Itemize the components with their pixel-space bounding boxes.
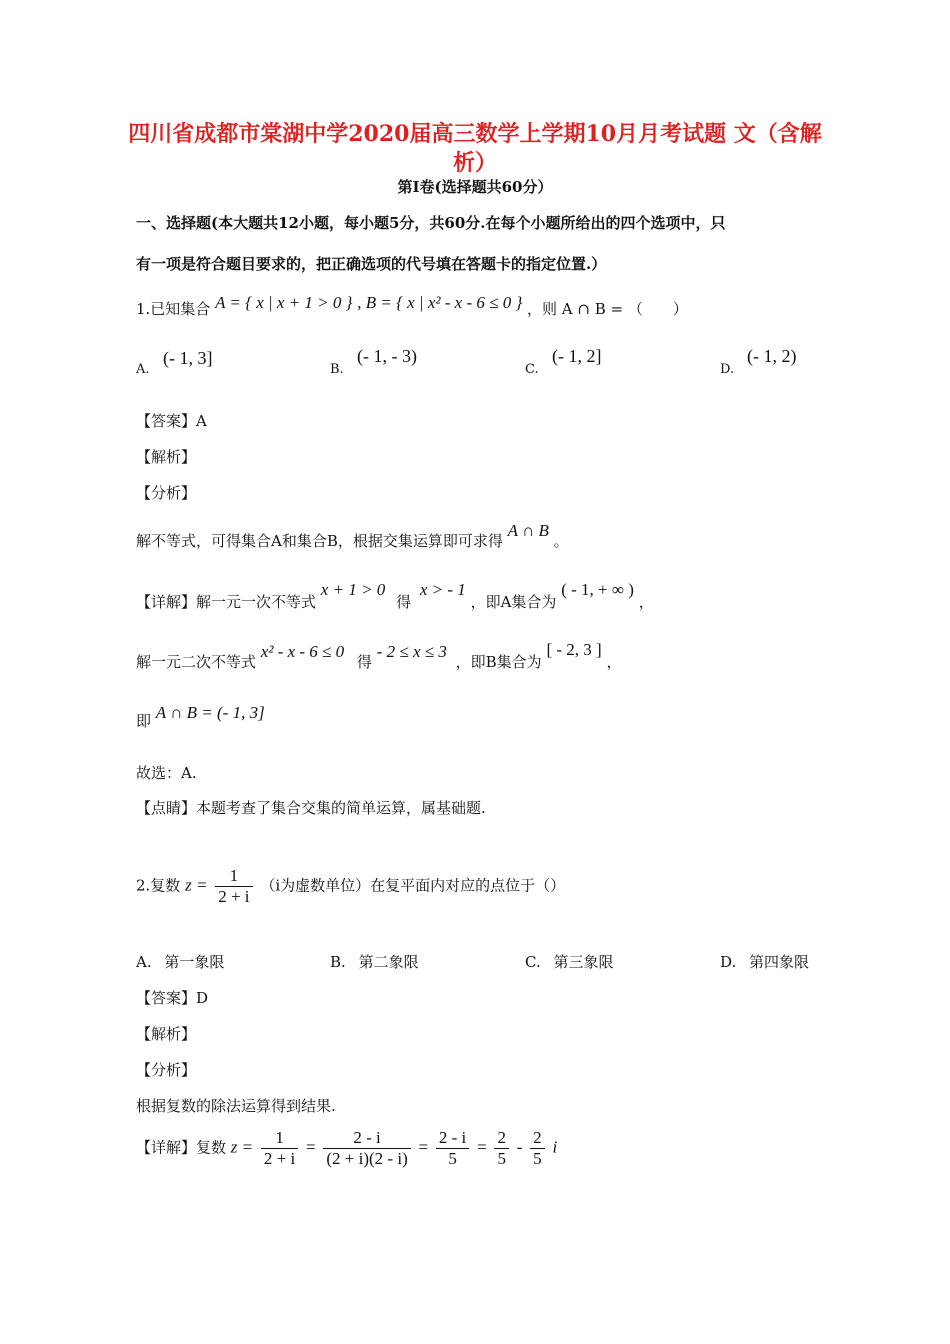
q2-jiexi: 【解析】	[136, 1025, 197, 1043]
q1-analysis	[136, 521, 569, 551]
q2-fraction	[215, 866, 252, 907]
q1-detail2-math-3: [ - 2, 3 ]	[546, 640, 602, 659]
q2-eq-1: =	[306, 1137, 316, 1157]
q2-eq-3: =	[477, 1137, 487, 1157]
q1-guxuan: 故选：A.	[136, 764, 197, 782]
q2-option-b	[330, 951, 419, 972]
instructions-line-1: 一、选择题(本大题共12小题，每小题5分，共60分.在每个小题所给出的四个选项中，只	[136, 214, 726, 232]
q2-option-a	[136, 951, 224, 972]
q1-set-b: , B = { x | x² - x - 6 ≤ 0 }	[357, 293, 523, 312]
q1-detail2-label: 解一元二次不等式	[136, 653, 257, 671]
q2-option-b-label: B.	[330, 953, 346, 971]
q2-detail	[136, 1128, 557, 1169]
q1-option-d-value: (- 1, 2)	[747, 346, 797, 366]
q1-detail2-math-1: x² - x - 6 ≤ 0	[260, 642, 345, 661]
q2-i: i	[552, 1137, 558, 1157]
q1-detail-math-1: x + 1 > 0	[320, 580, 386, 599]
q2-z-eq: z =	[185, 875, 208, 895]
q1-conclusion	[136, 703, 265, 731]
q2-detail-frac-5	[530, 1128, 545, 1169]
q1-answer: 【答案】A	[136, 412, 207, 430]
q2-eq-2: =	[418, 1137, 429, 1157]
q2-stem	[136, 866, 565, 907]
q1-ji: 即	[136, 712, 152, 730]
q1-option-d-label: D.	[720, 362, 735, 377]
q1-option-b-value: (- 1, - 3)	[357, 346, 417, 366]
q1-analysis-math: A ∩ B	[507, 521, 549, 540]
q2-f3-den: 5	[448, 1149, 457, 1168]
q2-detail-label: 【详解】复数	[136, 1138, 227, 1157]
q1-detail-line-2	[136, 640, 622, 672]
q1-option-b-label: B.	[330, 362, 344, 377]
q1-detail-line-1	[136, 580, 654, 612]
q1-dianjing: 【点睛】本题考查了集合交集的简单运算，属基础题.	[136, 799, 486, 817]
q2-f5-den: 5	[533, 1149, 542, 1168]
q2-fenxi: 【分析】	[136, 1061, 197, 1079]
q2-answer: 【答案】D	[136, 989, 209, 1007]
q1-analysis-text: 解不等式，可得集合A和集合B，根据交集运算即可求得	[136, 532, 503, 550]
q1-fenxi: 【分析】	[136, 484, 197, 502]
q1-ji-math: A ∩ B = (- 1, 3]	[155, 703, 265, 722]
q2-detail-frac-4	[494, 1128, 509, 1169]
q1-detail2-math-2: - 2 ≤ x ≤ 3	[376, 642, 447, 661]
q1-option-a-label: A.	[136, 362, 150, 377]
q2-f1-num: 1	[261, 1128, 298, 1149]
q1-detail-math-3: ( - 1, + ∞ )	[561, 580, 634, 599]
q1-option-c-label: C.	[525, 362, 539, 377]
q2-detail-frac-2	[323, 1128, 410, 1169]
q2-frac-num: 1	[215, 866, 252, 887]
q2-frac-den: 2 + i	[218, 887, 250, 906]
q1-jiexi: 【解析】	[136, 448, 197, 466]
q2-option-d	[720, 951, 809, 972]
q1-option-a-value: (- 1, 3]	[163, 348, 213, 368]
q1-set-a: A = { x | x + 1 > 0 }	[215, 293, 353, 312]
q1-detail-de: 得	[396, 593, 412, 611]
document-title: 四川省成都市棠湖中学2020届高三数学上学期10月月考试题 文（含解析）	[128, 121, 822, 176]
q1-detail-comma: ，	[638, 593, 654, 611]
q2-option-a-label: A.	[136, 953, 152, 971]
q2-detail-frac-1	[261, 1128, 298, 1169]
q2-f5-num: 2	[530, 1128, 545, 1149]
q1-detail2-de: 得	[356, 653, 372, 671]
q2-option-d-label: D.	[720, 953, 737, 971]
q1-stem	[136, 293, 688, 319]
section-title: 第I卷(选择题共60分）	[397, 178, 553, 196]
q2-option-b-value: 第二象限	[358, 953, 419, 971]
q2-f3-num: 2 - i	[436, 1128, 469, 1149]
q2-option-c-label: C.	[525, 953, 541, 971]
q2-option-c	[525, 951, 614, 972]
q2-analysis: 根据复数的除法运算得到结果.	[136, 1097, 336, 1115]
instructions-line-2: 有一项是符合题目要求的，把正确选项的代号填在答题卡的指定位置.）	[136, 255, 607, 273]
q1-analysis-end: 。	[553, 532, 569, 550]
q1-detail2-text: ，即B集合为	[455, 653, 542, 671]
q2-suffix: （i为虚数单位）在复平面内对应的点位于（）	[260, 876, 566, 895]
q2-option-d-value: 第四象限	[749, 953, 810, 971]
q2-minus: -	[516, 1137, 523, 1157]
q2-option-c-value: 第三象限	[553, 953, 614, 971]
q1-suffix: ，则 A ∩ B = （ ）	[527, 300, 688, 318]
q1-detail2-comma: ，	[606, 653, 622, 671]
q2-f2-num: 2 - i	[323, 1128, 410, 1149]
q1-option-c-value: (- 1, 2]	[552, 346, 602, 366]
q1-detail-math-2: x > - 1	[419, 580, 466, 599]
q2-f1-den: 2 + i	[263, 1149, 296, 1168]
q2-detail-frac-3	[436, 1128, 469, 1169]
q2-detail-z: z =	[230, 1137, 254, 1157]
q2-option-a-value: 第一象限	[164, 953, 225, 971]
q1-prefix: 1.已知集合	[136, 300, 211, 318]
q2-f4-den: 5	[497, 1149, 506, 1168]
q1-detail-label: 【详解】解一元一次不等式	[136, 593, 317, 611]
q2-f4-num: 2	[494, 1128, 509, 1149]
q1-detail-text-1: ，即A集合为	[470, 593, 557, 611]
q2-f2-den: (2 + i)(2 - i)	[326, 1149, 408, 1168]
q2-prefix: 2.复数	[136, 876, 181, 895]
